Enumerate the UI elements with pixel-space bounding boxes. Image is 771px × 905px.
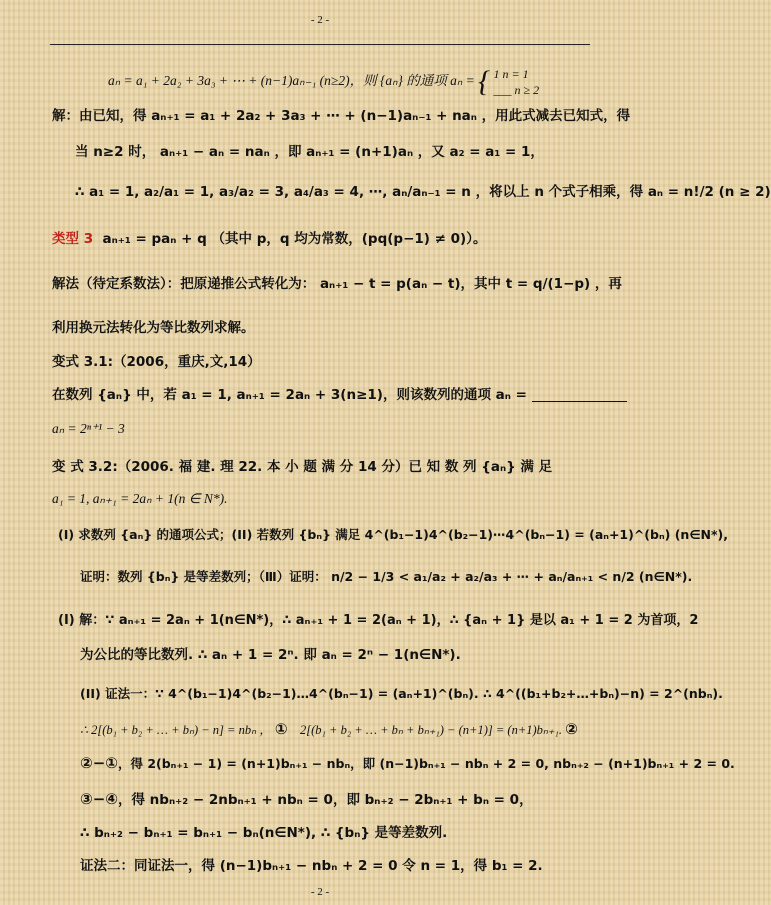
solution-line-3: ∴ a₁ = 1, a₂/a₁ = 1, a₃/a₂ = 3, a₄/a₃ = 4, ⋯, aₙ/aₙ₋₁ = n ，将以上 n 个式子相乘，得 aₙ = n!/2 (n ≥ 2) — [75, 184, 771, 200]
answer-part-1-line-2: 为公比的等比数列. ∴ aₙ + 1 = 2ⁿ. 即 aₙ = 2ⁿ − 1(n∈N*). — [80, 647, 461, 663]
solution-line-2: 当 n≥2 时， aₙ₊₁ − aₙ = naₙ ，即 aₙ₊₁ = (n+1)aₙ ，又 a₂ = a₁ = 1， — [75, 144, 544, 160]
answer-blank — [532, 389, 627, 402]
proof-1-line-4: ③−④，得 nbₙ₊₂ − 2nbₙ₊₁ + nbₙ = 0，即 bₙ₊₂ − 2bₙ₊₁ + bₙ = 0， — [80, 790, 533, 808]
problem-line-1: aₙ = a₁ + 2a₂ + 3a₃ + ⋯ + (n−1)aₙ₋₁ (n≥2)，则 {aₙ} 的通项 aₙ = { 1 n = 1 ___ n ≥ 2 — [108, 65, 540, 98]
equation-marker-1: ① — [274, 720, 288, 738]
question-part-1: (I) 求数列 {aₙ} 的通项公式；(II) 若数列 {bₙ} 满足 4^(b₁−1)4^(b₂−1)⋯4^(bₙ−1) = (aₙ+1)^(bₙ) (n∈N*), — [58, 527, 729, 542]
variant-3-1-question: 在数列 {aₙ} 中，若 a₁ = 1, aₙ₊₁ = 2aₙ + 3(n≥1)，则该数列的通项 aₙ = — [52, 386, 627, 404]
answer-part-1-line-1: (I) 解：∵ aₙ₊₁ = 2aₙ + 1(n∈N*)，∴ aₙ₊₁ + 1 = 2(aₙ + 1)，∴ {aₙ + 1} 是以 a₁ + 1 = 2 为首项，2 — [58, 613, 699, 628]
variant-3-1-heading: 变式 3.1:（2006，重庆,文,14） — [52, 354, 261, 370]
page-number-top: - 2 - — [310, 14, 330, 26]
proof-1-line-3: ②−①，得 2(bₙ₊₁ − 1) = (n+1)bₙ₊₁ − nbₙ，即 (n−1)bₙ₊₁ − nbₙ + 2 = 0, nbₙ₊₂ − (n+1)bₙ₊₁ + 2 = 0. — [80, 754, 735, 772]
equation-marker-2: ② — [565, 720, 578, 738]
page-number-bottom: - 2 - — [310, 886, 330, 898]
method-line-1: 解法（待定系数法）：把原递推公式转化为： aₙ₊₁ − t = p(aₙ − t)，其中 t = q/(1−p) ，再 — [52, 276, 622, 292]
type-3-line: 类型 3 aₙ₊₁ = paₙ + q （其中 p，q 均为常数，(pq(p−1) ≠ 0)）。 — [52, 231, 487, 247]
variant-3-1-answer: aₙ = 2ⁿ⁺¹ − 3 — [52, 421, 125, 436]
proof-1-line-5: ∴ bₙ₊₂ − bₙ₊₁ = bₙ₊₁ − bₙ(n∈N*), ∴ {bₙ} 是等差数列. — [80, 825, 448, 841]
type-3-label: 类型 3 — [52, 231, 94, 247]
proof-1-line-2: ∴ 2[(b₁ + b₂ + … + bₙ) − n] = nbₙ ， ① 2[(b₁ + b₂ + … + bₙ + bₙ₊₁) − (n+1)] = (n+1)bₙ₊₁. ② — [80, 720, 578, 738]
question-part-2: 证明：数列 {bₙ} 是等差数列；（Ⅲ）证明： n/2 − 1/3 < a₁/a₂ + a₂/a₃ + ⋯ + aₙ/aₙ₊₁ < n/2 (n∈N*). — [80, 569, 693, 584]
variant-3-2-heading: 变 式 3.2:（2006. 福 建. 理 22. 本 小 题 满 分 14 分）已 知 数 列 {aₙ} 满 足 — [52, 459, 553, 475]
proof-1-line-1: (II) 证法一：∵ 4^(b₁−1)4^(b₂−1)…4^(bₙ−1) = (aₙ+1)^(bₙ). ∴ 4^((b₁+b₂+…+bₙ)−n) = 2^(nbₙ). — [80, 686, 723, 701]
variant-3-2-condition: a₁ = 1, aₙ₊₁ = 2aₙ + 1(n ∈ N*). — [52, 491, 228, 506]
method-line-2: 利用换元法转化为等比数列求解。 — [52, 320, 255, 336]
header-rule — [50, 44, 590, 45]
solution-line-1: 解：由已知，得 aₙ₊₁ = a₁ + 2a₂ + 3a₃ + ⋯ + (n−1)aₙ₋₁ + naₙ ，用此式减去已知式，得 — [52, 108, 631, 124]
proof-2-line-1: 证法二：同证法一，得 (n−1)bₙ₊₁ − nbₙ + 2 = 0 令 n = 1，得 b₁ = 2. — [80, 858, 543, 874]
